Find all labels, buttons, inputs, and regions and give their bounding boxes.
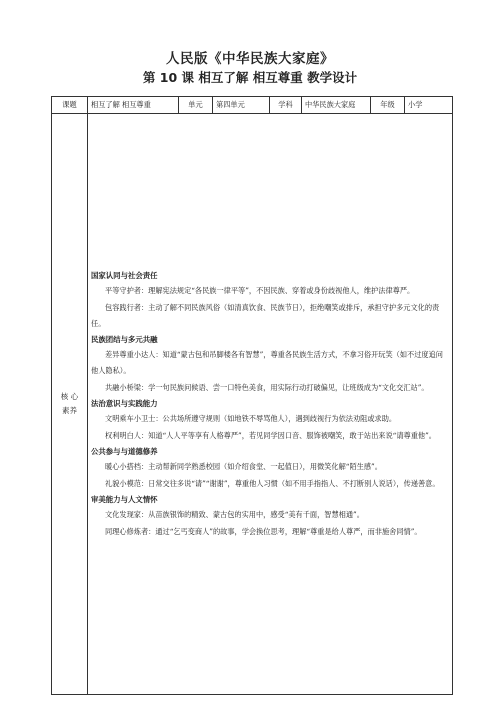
core-literacy-row [52, 114, 453, 695]
core-literacy-label [52, 114, 88, 695]
section-paragraph: 礼貌小模范：日常交往多说“请”“谢谢”，尊重他人习惯（如不用手指指人、不打断别人说话），传递善意。 [105, 478, 440, 488]
section-paragraph: 共融小桥梁：学一句民族问候语、尝一口特色美食，用实际行动打破偏见，让班级成为“文化交汇站”。 [105, 382, 429, 392]
section-paragraph: 暖心小搭档：主动帮新同学熟悉校园（如介绍食堂、一起值日），用微笑化解“陌生感”。 [105, 461, 382, 471]
core-label-line1: 核 心 [60, 392, 79, 401]
section-paragraph: 同理心修炼者：通过“乞丐变商人”的故事，学会换位思考，理解“尊重是给人尊严，而非施舍同情”。 [105, 526, 422, 536]
section-title: 法治意识与实践能力 [91, 398, 158, 408]
section-title: 民族团结与多元共融 [91, 334, 158, 344]
subject-label: 学科 [270, 97, 302, 114]
lesson-title: 第 10 课 相互了解 相互尊重 教学设计 [142, 70, 358, 85]
unit-label: 单元 [179, 97, 213, 114]
topic-value: 相互了解 相互尊重 [88, 97, 179, 114]
section-paragraph: 包容践行者：主动了解不同民族风俗（如清真饮食、民族节日），拒绝嘲笑或排斥，承担守护多元文化的责任。 [91, 302, 440, 328]
section-title: 审美能力与人文情怀 [91, 494, 158, 504]
core-literacy-content [88, 114, 453, 695]
unit-value: 第四单元 [213, 97, 270, 114]
table-header-row [52, 97, 453, 114]
document-title: 人民版《中华民族大家庭》 [166, 51, 334, 67]
subject-value: 中华民族大家庭 [302, 97, 371, 114]
section-paragraph: 权利明白人：知道“人人平等享有人格尊严”，若见同学因口音、服饰被嘲笑，敢于站出来说“请尊重他”。 [105, 430, 436, 440]
section-paragraph: 差异尊重小达人：知道“蒙古包和吊脚楼各有智慧”，尊重各民族生活方式，不拿习俗开玩笑（如不过度追问他人隐私）。 [91, 349, 443, 375]
grade-label: 年级 [371, 97, 405, 114]
topic-label: 课题 [52, 97, 88, 114]
section-title: 国家认同与社会责任 [91, 270, 158, 280]
grade-value: 小学 [405, 97, 453, 114]
section-title: 公共参与与道德修养 [91, 446, 158, 456]
core-label-line2: 素养 [62, 406, 77, 415]
section-paragraph: 文明乘车小卫士：公共场所遵守规则（如地铁不辱骂他人），遇到歧视行为依法劝阻或求助。 [105, 413, 397, 423]
section-paragraph: 文化发现家：从苗族银饰的精致、蒙古包的实用中，感受“美有千面，智慧相通”。 [105, 509, 364, 519]
section-paragraph: 平等守护者：理解宪法规定“各民族一律平等”，不因民族、穿着或身份歧视他人，维护法律尊严。 [105, 285, 415, 295]
lesson-design-table [51, 96, 453, 695]
